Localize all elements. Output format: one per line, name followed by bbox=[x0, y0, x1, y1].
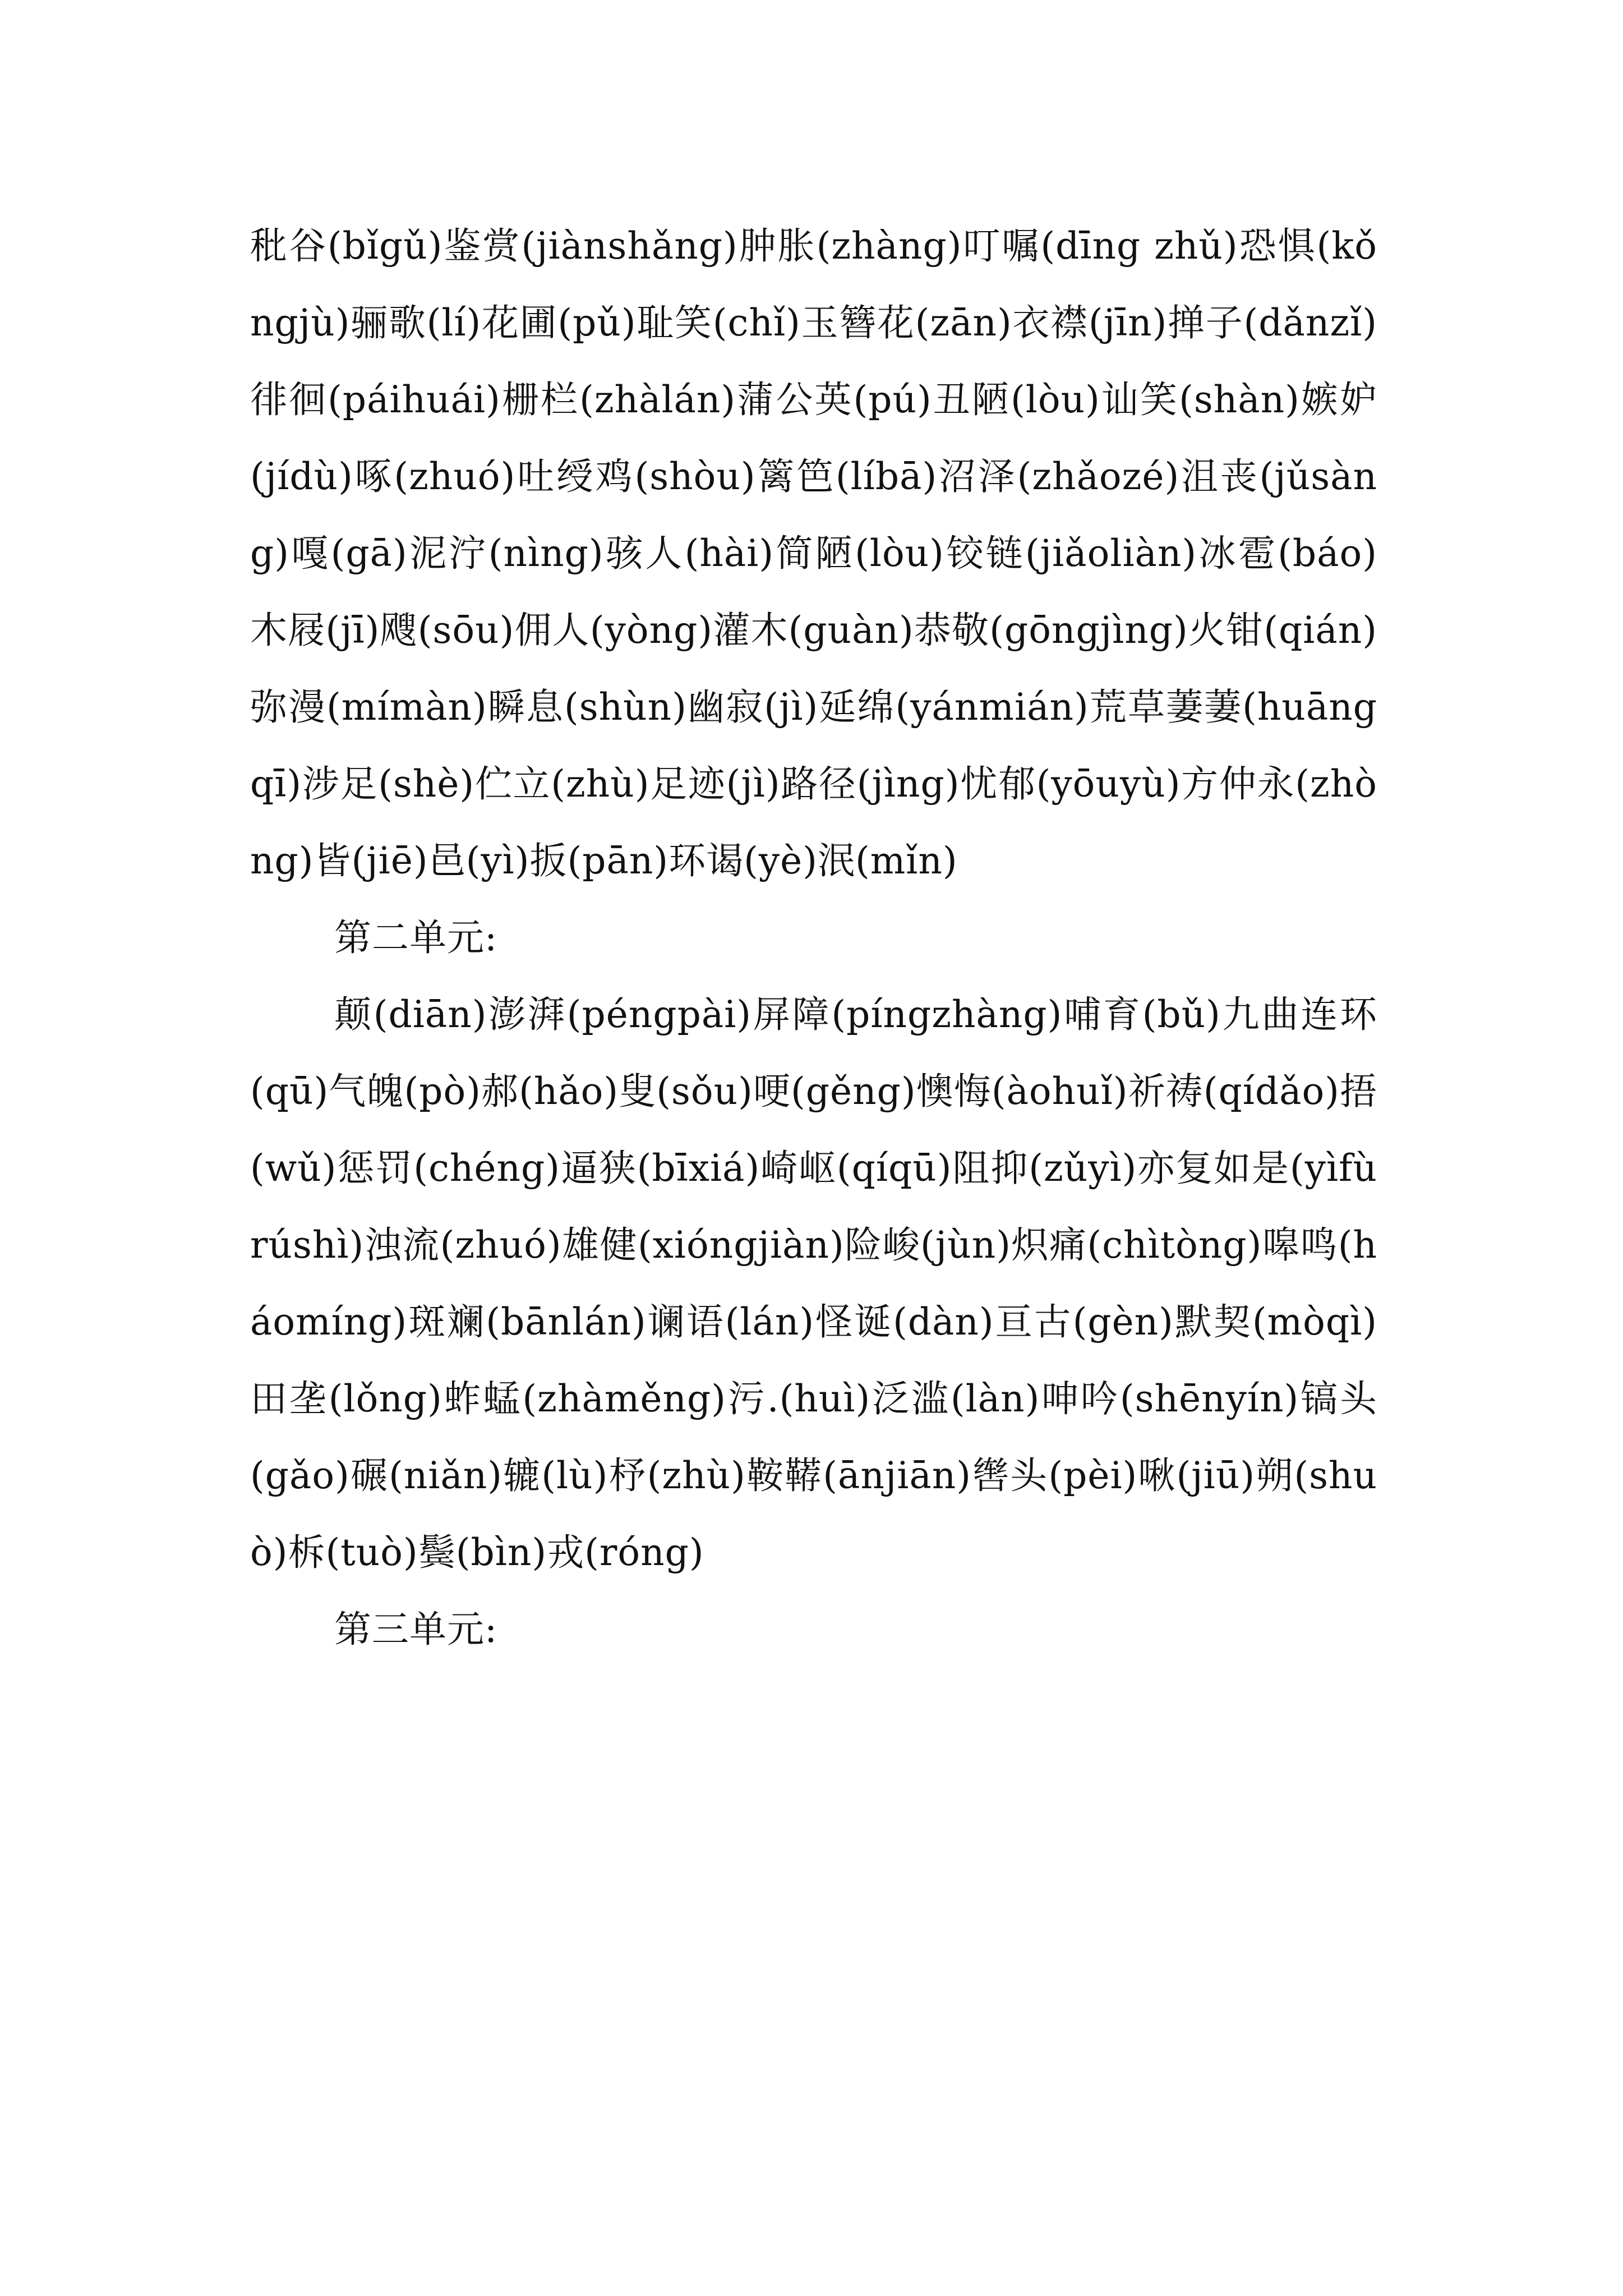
unit-3-heading: 第三单元: bbox=[334, 1608, 498, 1651]
vocabulary-paragraph-unit-1: 秕谷(bǐgǔ)鉴赏(jiànshǎng)肿胀(zhàng)叮嘱(dīng zhǔ)恐惧(kǒngjù)骊歌(lí)花圃(pǔ)耻笑(chǐ)玉簪花(zān)衣襟(jīn)掸子(dǎnzǐ)徘徊(páihuái)栅栏(zhàlán)蒲公英(pú)丑陋(lòu)讪笑(shàn)嫉妒(jídù)啄(zhuó)吐绶鸡(shòu)篱笆(líbā)沼泽(zhǎozé)沮丧(jǔsàng)嘎(gā)泥泞(nìng)骇人(hài)简陋(lòu)铰链(jiǎoliàn)冰雹(báo)木屐(jī)飕(sōu)佣人(yòng)灌木(guàn)恭敬(gōngjìng)火钳(qián)弥漫(mímàn)瞬息(shùn)幽寂(jì)延绵(yánmián)荒草萋萋(huāngqī)涉足(shè)伫立(zhù)足迹(jì)路径(jìng)忧郁(yōuyù)方仲永(zhòng)皆(jiē)邑(yì)扳(pān)环谒(yè)泯(mǐn) bbox=[250, 224, 1377, 882]
vocabulary-paragraph-unit-2: 颠(diān)澎湃(péngpài)屏障(píngzhàng)哺育(bǔ)九曲连环(qū)气魄(pò)郝(hǎo)叟(sǒu)哽(gěng)懊悔(àohuǐ)祈祷(qídǎo)捂(wǔ)惩罚(chéng)逼狭(bīxiá)崎岖(qíqū)阻抑(zǔyì)亦复如是(yìfùrúshì)浊流(zhuó)雄健(xióngjiàn)险峻(jùn)炽痛(chìtòng)嗥鸣(háomíng)斑斓(bānlán)谰语(lán)怪诞(dàn)亘古(gèn)默契(mòqì)田垄(lǒng)蚱蜢(zhàměng)污.(huì)泛滥(làn)呻吟(shēnyín)镐头(gǎo)碾(niǎn)辘(lù)杼(zhù)鞍鞯(ānjiān)辔头(pèi)啾(jiū)朔(shuò)柝(tuò)鬓(bìn)戎(róng) bbox=[250, 993, 1377, 1574]
unit-2-heading: 第二单元: bbox=[334, 916, 498, 959]
document-body bbox=[250, 208, 1377, 1668]
